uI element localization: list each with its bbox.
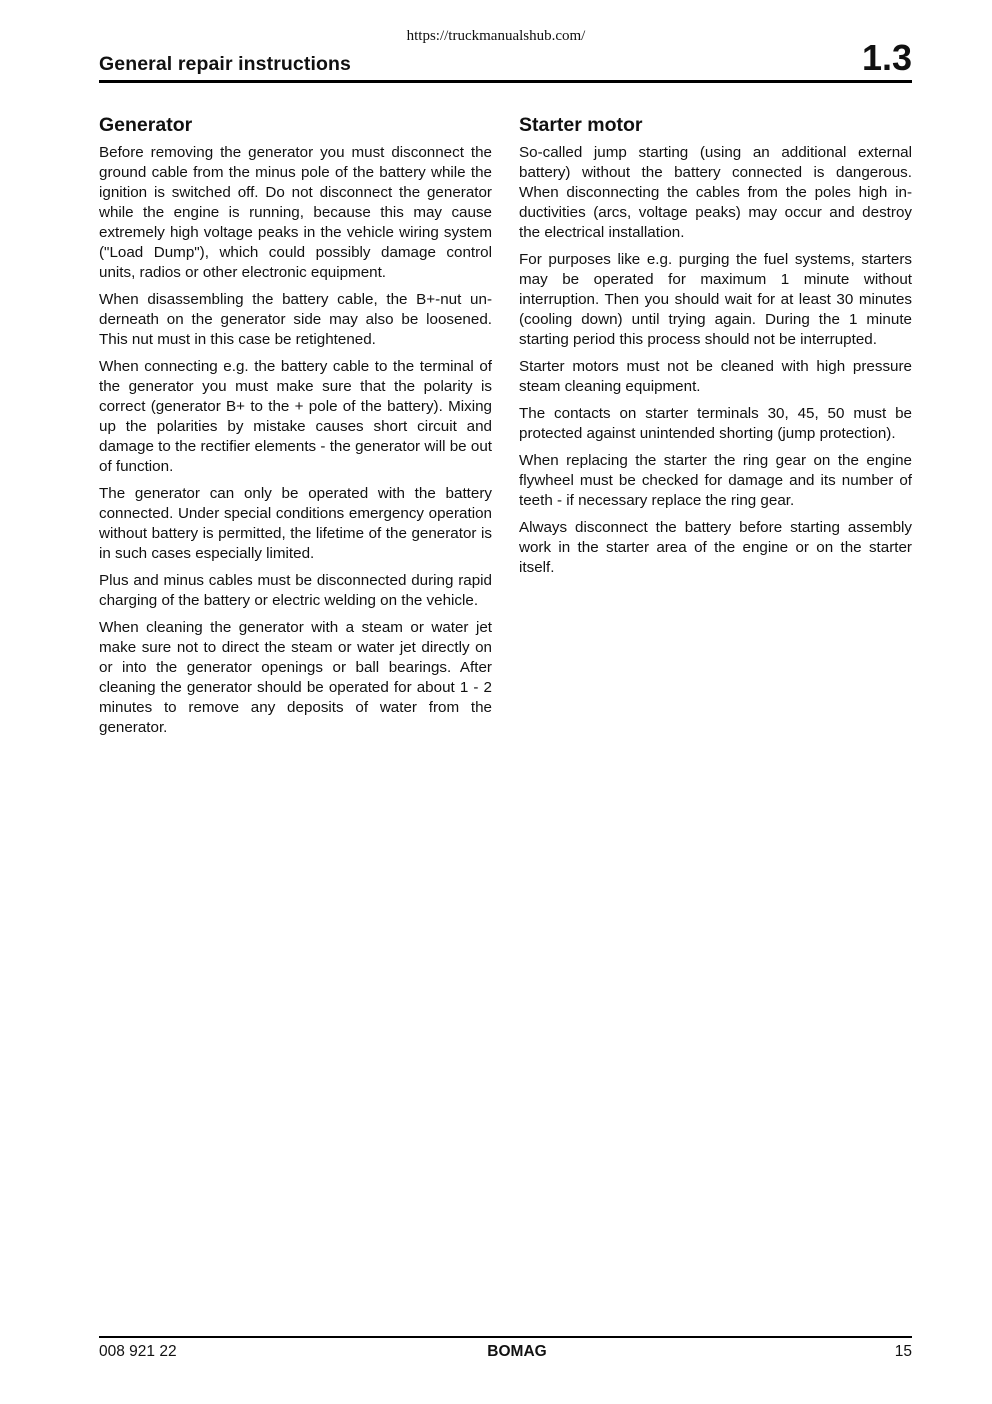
starter-paragraph: Always disconnect the battery before starting assembly work in the starter area of the engine or on the starter itself.	[519, 519, 912, 576]
starter-paragraph: When replacing the starter the ring gear on the engine flywheel must be checked for damage and its number of teeth - if necessary replace the ring gear.	[519, 452, 912, 509]
footer-divider	[99, 1336, 912, 1338]
generator-paragraph: The generator can only be operated with the battery connected. Under special conditions emergency operation without battery is permitted, the lifetime of the generator is in such cases especially limited.	[99, 485, 492, 562]
generator-paragraph: When cleaning the generator with a steam or water jet make sure not to direct the steam or water jet directly on or into the generator openings or ball bearings. After cleaning the generator should be operated for about 1 - 2 minutes to remove any deposits of water from the generator.	[99, 619, 492, 736]
brand-name: BOMAG	[487, 1343, 547, 1360]
header-divider	[99, 80, 912, 83]
generator-paragraph: Plus and minus cables must be disconnected during rapid charging of the battery or electric welding on the vehicle.	[99, 572, 492, 609]
page-title: General repair instructions	[99, 53, 351, 75]
generator-column	[99, 113, 492, 745]
generator-heading: Generator	[99, 114, 193, 136]
generator-paragraph: Before removing the generator you must disconnect the ground cable from the minus pole of the battery while the ignition is switched off. Do not disconnect the generator while the engine is running, because this may cause extremely high voltage peaks in the vehicle wiring system ("Load Dump"), which could possibly damage control units, radios or other electronic equipment.	[99, 144, 492, 281]
section-number: 1.3	[861, 37, 912, 78]
starter-paragraph: So-called jump starting (using an additional external battery) without the battery connected is dangerous. When disconnecting the cables from the poles high inductivities (arcs, voltage peaks) may occur and destroy the electrical installation.	[519, 144, 912, 241]
source-url[interactable]: https://truckmanualshub.com/	[406, 28, 586, 44]
starter-paragraph: For purposes like e.g. purging the fuel systems, starters may be operated for maximum 1 minute without interruption. Then you should wait for at least 30 minutes (cooling down) until trying again. During the 1 minute starting period this process should not be interrupted.	[519, 251, 912, 348]
starter-paragraph: The contacts on starter terminals 30, 45, 50 must be protected against unintended shorting (jump protection).	[519, 405, 912, 442]
document-number: 008 921 22	[99, 1343, 177, 1360]
starter-paragraph: Starter motors must not be cleaned with high pressure steam cleaning equipment.	[519, 358, 912, 395]
starter-motor-column	[519, 113, 912, 585]
generator-paragraph: When connecting e.g. the battery cable to the terminal of the generator you must make sure that the polarity is correct (generator B+ to the + pole of the battery). Mixing up the polarities by mistake causes short circuit and damage to the rectifier elements - the generator will be out of function.	[99, 358, 492, 475]
page-number: 15	[894, 1343, 912, 1360]
generator-paragraph: When disassembling the battery cable, the B+-nut underneath on the generator side may also be loosened. This nut must in this case be retightened.	[99, 291, 492, 348]
starter-motor-heading: Starter motor	[519, 114, 643, 136]
